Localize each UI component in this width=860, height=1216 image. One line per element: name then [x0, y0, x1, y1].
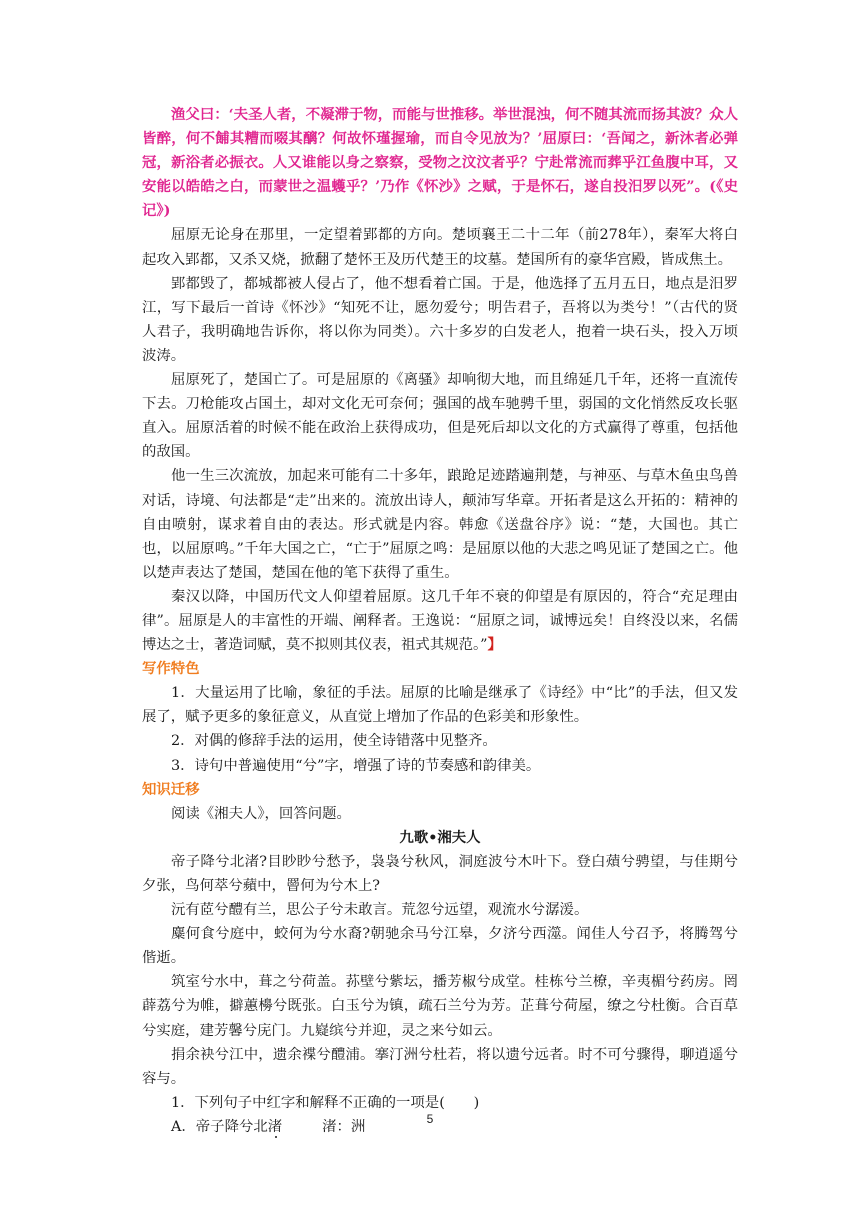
option-a-dotted-char: 渚: [267, 1118, 283, 1135]
poem-stanza: 筑室兮水中，葺之兮荷盖。荪壁兮紫坛，播芳椒兮成堂。桂栋兮兰橑，辛夷楣兮药房。罔薜荔兮为帷，擗蕙櫋兮既张。白玉兮为镇，疏石兰兮为芳。芷葺兮荷屋，缭之兮杜衡。合百草兮实庭，建芳馨兮庑门。九嶷缤兮并迎，灵之来兮如云。: [142, 974, 738, 1039]
poem-title: 九歌•湘夫人: [399, 828, 481, 846]
body-paragraph-last: [142, 585, 738, 657]
body-paragraph-text: 秦汉以降，中国历代文人仰望着屈原。这几千年不衰的仰望是有原因的，符合“充足理由律”。屈原是人的丰富性的开端、阐释者。王逸说：“屈原之词，诚博远矣！自终没以来，名儒博达之士，著造词赋，莫不拟则其仪表，祖式其规范。”: [142, 588, 738, 654]
option-a-text: A．帝子降兮北: [171, 1118, 268, 1135]
writing-feature-item: 3．诗句中普遍使用“兮”字，增强了诗的节奏感和韵律美。: [171, 757, 541, 774]
body-paragraph: 郢都毁了，都城都被人侵占了，他不想看着亡国。于是，他选择了五月五日，地点是汨罗江，写下最后一首诗《怀沙》“知死不让，愿勿爱兮；明告君子，吾将以为类兮！”（古代的贤人君子，我明确地告诉你，将以你为同类）。六十多岁的白发老人，抱着一块石头，投入万顷波涛。: [142, 275, 738, 364]
section-heading-transfer: 知识迁移: [142, 781, 200, 798]
question-stem: 1．下列句子中红字和解释不正确的一项是( ): [171, 1094, 480, 1111]
poem-stanza: 捐余袂兮江中，遗余褋兮醴浦。搴汀洲兮杜若，将以遗兮远者。时不可兮骤得，聊逍遥兮容与。: [142, 1046, 738, 1087]
option-a-gloss: 渚：洲: [322, 1118, 366, 1135]
page-content: [142, 103, 738, 1139]
poem-stanza: 麋何食兮庭中，蛟何为兮水裔?朝驰余马兮江皋，夕济兮西澨。闻佳人兮召予，将腾驾兮偕逝。: [142, 926, 738, 967]
poem-stanza: 沅有茝兮醴有兰，思公子兮未敢言。荒忽兮远望，观流水兮潺湲。: [171, 902, 589, 919]
transfer-intro: 阅读《湘夫人》，回答问题。: [171, 805, 351, 822]
closing-bracket-mark: 】: [487, 636, 502, 654]
body-paragraph: 屈原无论身在那里，一定望着郢都的方向。楚顷襄王二十二年（前278年），秦军大将白起攻入郢都，又杀又烧，掀翻了楚怀王及历代楚王的坟墓。楚国所有的豪华宫殿，皆成焦土。: [142, 227, 738, 268]
section-heading-writing: 写作特色: [142, 661, 200, 678]
body-paragraph: 屈原死了，楚国亡了。可是屈原的《离骚》却响彻大地，而且绵延几千年，还将一直流传下去。刀枪能攻占国土，却对文化无可奈何；强国的战车驰骋千里，弱国的文化悄然反攻长驱直入。屈原活着的时候不能在政治上获得成功，但是死后却以文化的方式赢得了尊重，包括他的敌国。: [142, 372, 738, 461]
writing-feature-item: 2．对偶的修辞手法的运用，使全诗错落中见整齐。: [171, 733, 497, 750]
poem-stanza: 帝子降兮北渚?目眇眇兮愁予，袅袅兮秋风，洞庭波兮木叶下。登白薠兮骋望，与佳期兮夕张，鸟何萃兮蘋中，罾何为兮木上?: [142, 853, 738, 894]
body-paragraph: 他一生三次流放，加起来可能有二十多年，踉跄足迹踏遍荆楚，与神巫、与草木鱼虫鸟兽对话，诗境、句法都是“走”出来的。流放出诗人，颠沛写华章。开拓者是这么开拓的：精神的自由喷射，谋求着自由的表达。形式就是内容。韩愈《送盘谷序》说：“楚，大国也。其亡也，以屈原鸣。”千年大国之亡，“亡于”屈原之鸣：是屈原以他的大悲之鸣见证了楚国之亡。他以楚声表达了楚国，楚国在他的笔下获得了重生。: [142, 468, 738, 581]
page-number: 5: [426, 1112, 434, 1126]
writing-feature-item: 1．大量运用了比喻，象征的手法。屈原的比喻是继承了《诗经》中“比”的手法，但又发展了，赋予更多的象征意义，从直觉上增加了作品的色彩美和形象性。: [142, 685, 738, 726]
shiji-quote: 渔父曰：‘夫圣人者，不凝滞于物，而能与世推移。举世混浊，何不随其流而扬其波？众人皆醉，何不餔其糟而啜其醨？何故怀瑾握瑜，而自令见放为？’屈原曰：‘吾闻之，新沐者必弹冠，新浴者必振衣。人又谁能以身之察察，受物之汶汶者乎？宁赴常流而葬乎江鱼腹中耳，又安能以皓皓之白，而蒙世之温蠖乎？’乃作《怀沙》之赋，于是怀石，遂自投汨罗以死”。(《史记》): [142, 106, 738, 220]
